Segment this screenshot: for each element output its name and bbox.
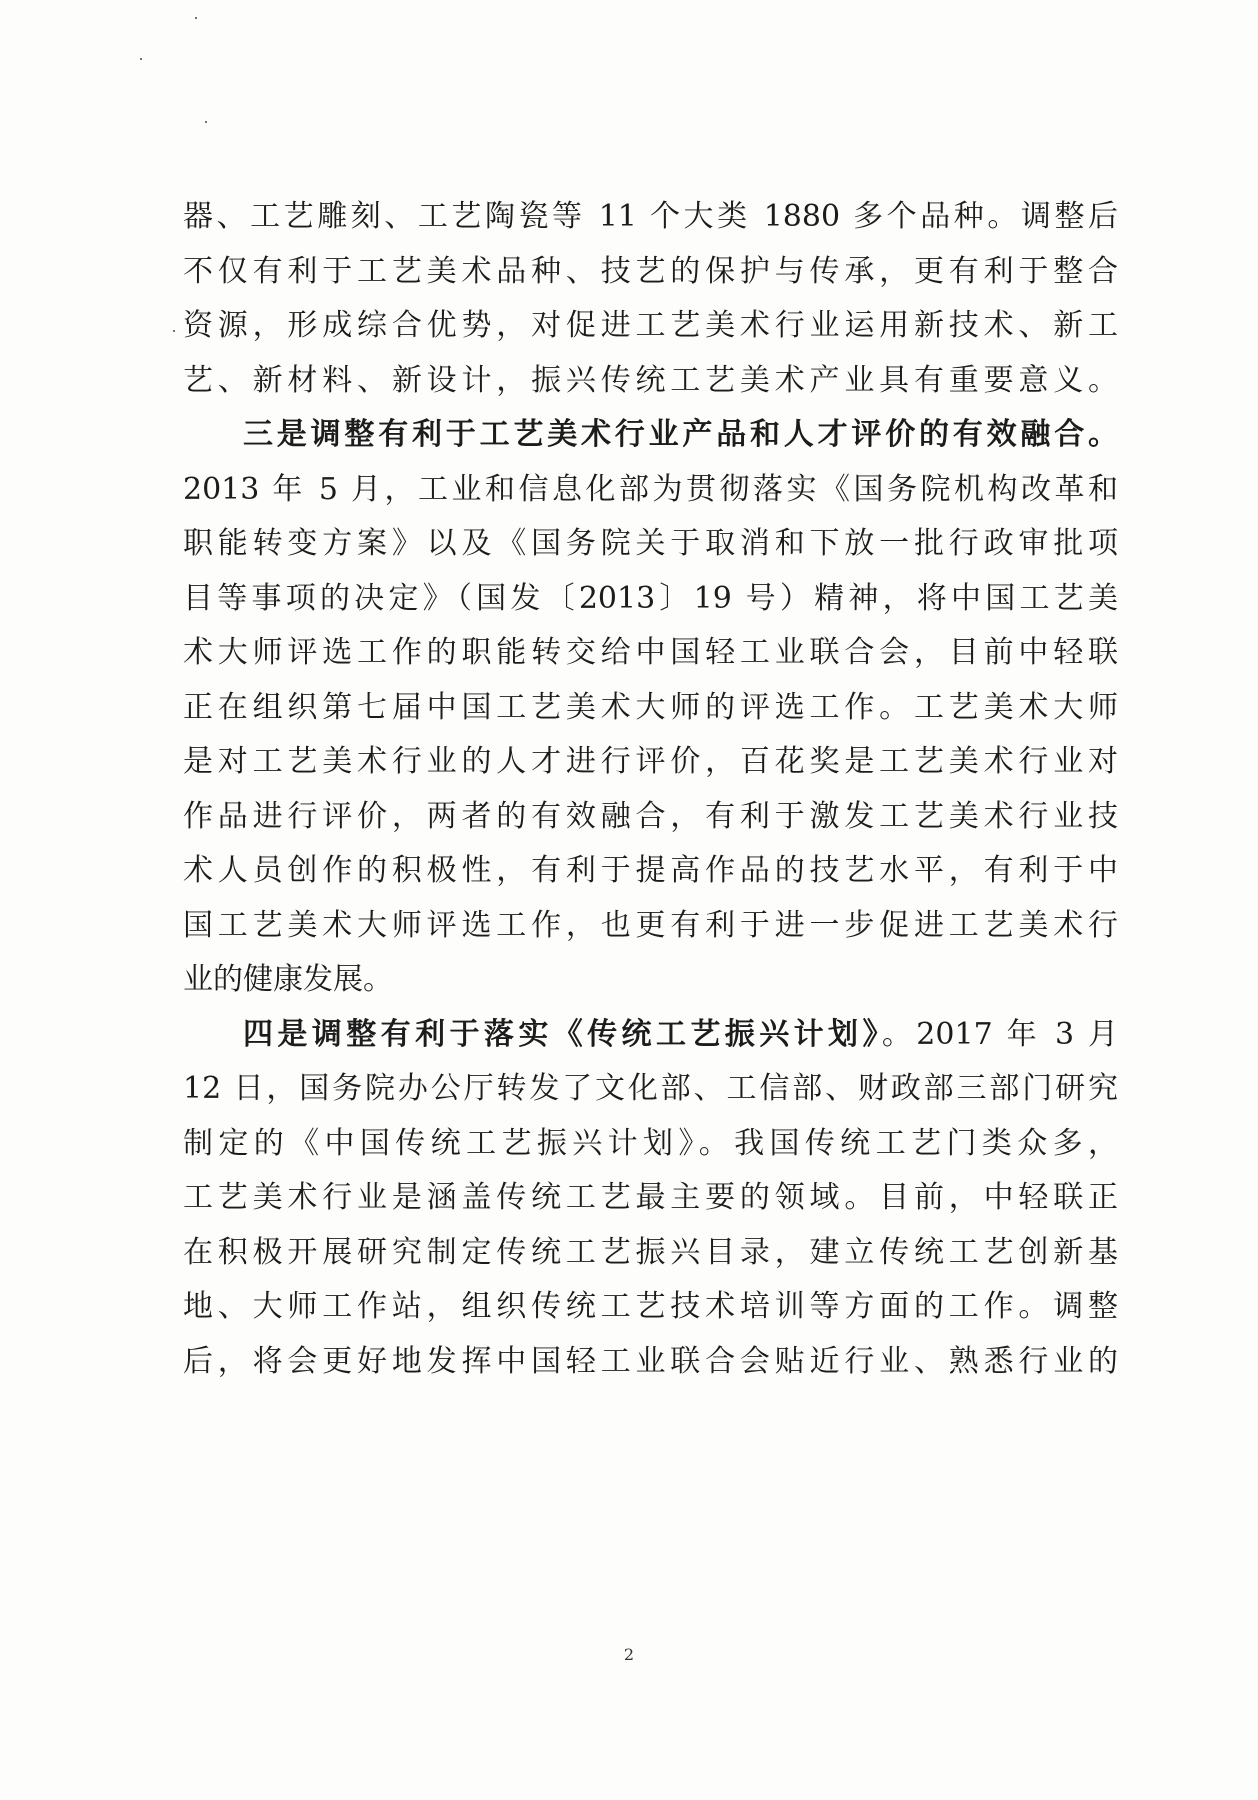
text-line: 12 日，国务院办公厅转发了文化部、工信部、财政部三部门研究	[183, 1071, 1118, 1106]
scan-speck	[205, 121, 207, 123]
document-body	[183, 190, 1118, 1389]
text-fragment: 。2017 年 3 月	[881, 1016, 1118, 1052]
text-line: 制定的《中国传统工艺振兴计划》。我国传统工艺门类众多，	[183, 1125, 1118, 1161]
text-line: 艺、新材料、新设计，振兴传统工艺美术产业具有重要意义。	[183, 362, 1118, 398]
text-line: 器、工艺雕刻、工艺陶瓷等 11 个大类 1880 多个品种。调整后	[183, 199, 1118, 234]
text-line: 作品进行评价，两者的有效融合，有利于激发工艺美术行业技	[183, 798, 1118, 834]
section-heading-4: 四是调整有利于落实《传统工艺振兴计划》	[243, 1016, 882, 1052]
text-line: 在积极开展研究制定传统工艺振兴目录，建立传统工艺创新基	[183, 1234, 1118, 1270]
text-line: 正在组织第七届中国工艺美术大师的评选工作。工艺美术大师	[183, 689, 1118, 725]
text-line: 后，将会更好地发挥中国轻工业联合会贴近行业、熟悉行业的	[183, 1343, 1118, 1379]
section-heading-3: 三是调整有利于工艺美术行业产品和人才评价的有效融合。	[243, 417, 1118, 452]
page-number: 2	[623, 1645, 635, 1664]
text-line: 业的健康发展。	[183, 962, 393, 997]
text-line: 术大师评选工作的职能转交给中国轻工业联合会，目前中轻联	[183, 635, 1118, 670]
text-line: 是对工艺美术行业的人才进行评价，百花奖是工艺美术行业对	[183, 744, 1118, 779]
text-line: 职能转变方案》以及《国务院关于取消和下放一批行政审批项	[183, 526, 1118, 561]
text-line: 资源，形成综合优势，对促进工艺美术行业运用新技术、新工	[183, 308, 1118, 343]
text-line: 术人员创作的积极性，有利于提高作品的技艺水平，有利于中	[183, 853, 1118, 888]
scan-speck	[173, 330, 175, 332]
text-line: 国工艺美术大师评选工作，也更有利于进一步促进工艺美术行	[183, 907, 1118, 943]
text-line: 地、大师工作站，组织传统工艺技术培训等方面的工作。调整	[183, 1289, 1118, 1324]
text-line: 不仅有利于工艺美术品种、技艺的保护与传承，更有利于整合	[183, 253, 1118, 289]
scan-speck	[140, 58, 142, 60]
scan-speck	[195, 17, 197, 19]
text-line: 工艺美术行业是涵盖传统工艺最主要的领域。目前，中轻联正	[183, 1180, 1118, 1215]
text-line: 目等事项的决定》（国发〔2013〕19 号）精神，将中国工艺美	[183, 580, 1118, 616]
section-heading-4-line	[183, 1008, 1118, 1063]
text-line: 2013 年 5 月，工业和信息化部为贯彻落实《国务院机构改革和	[183, 471, 1118, 507]
